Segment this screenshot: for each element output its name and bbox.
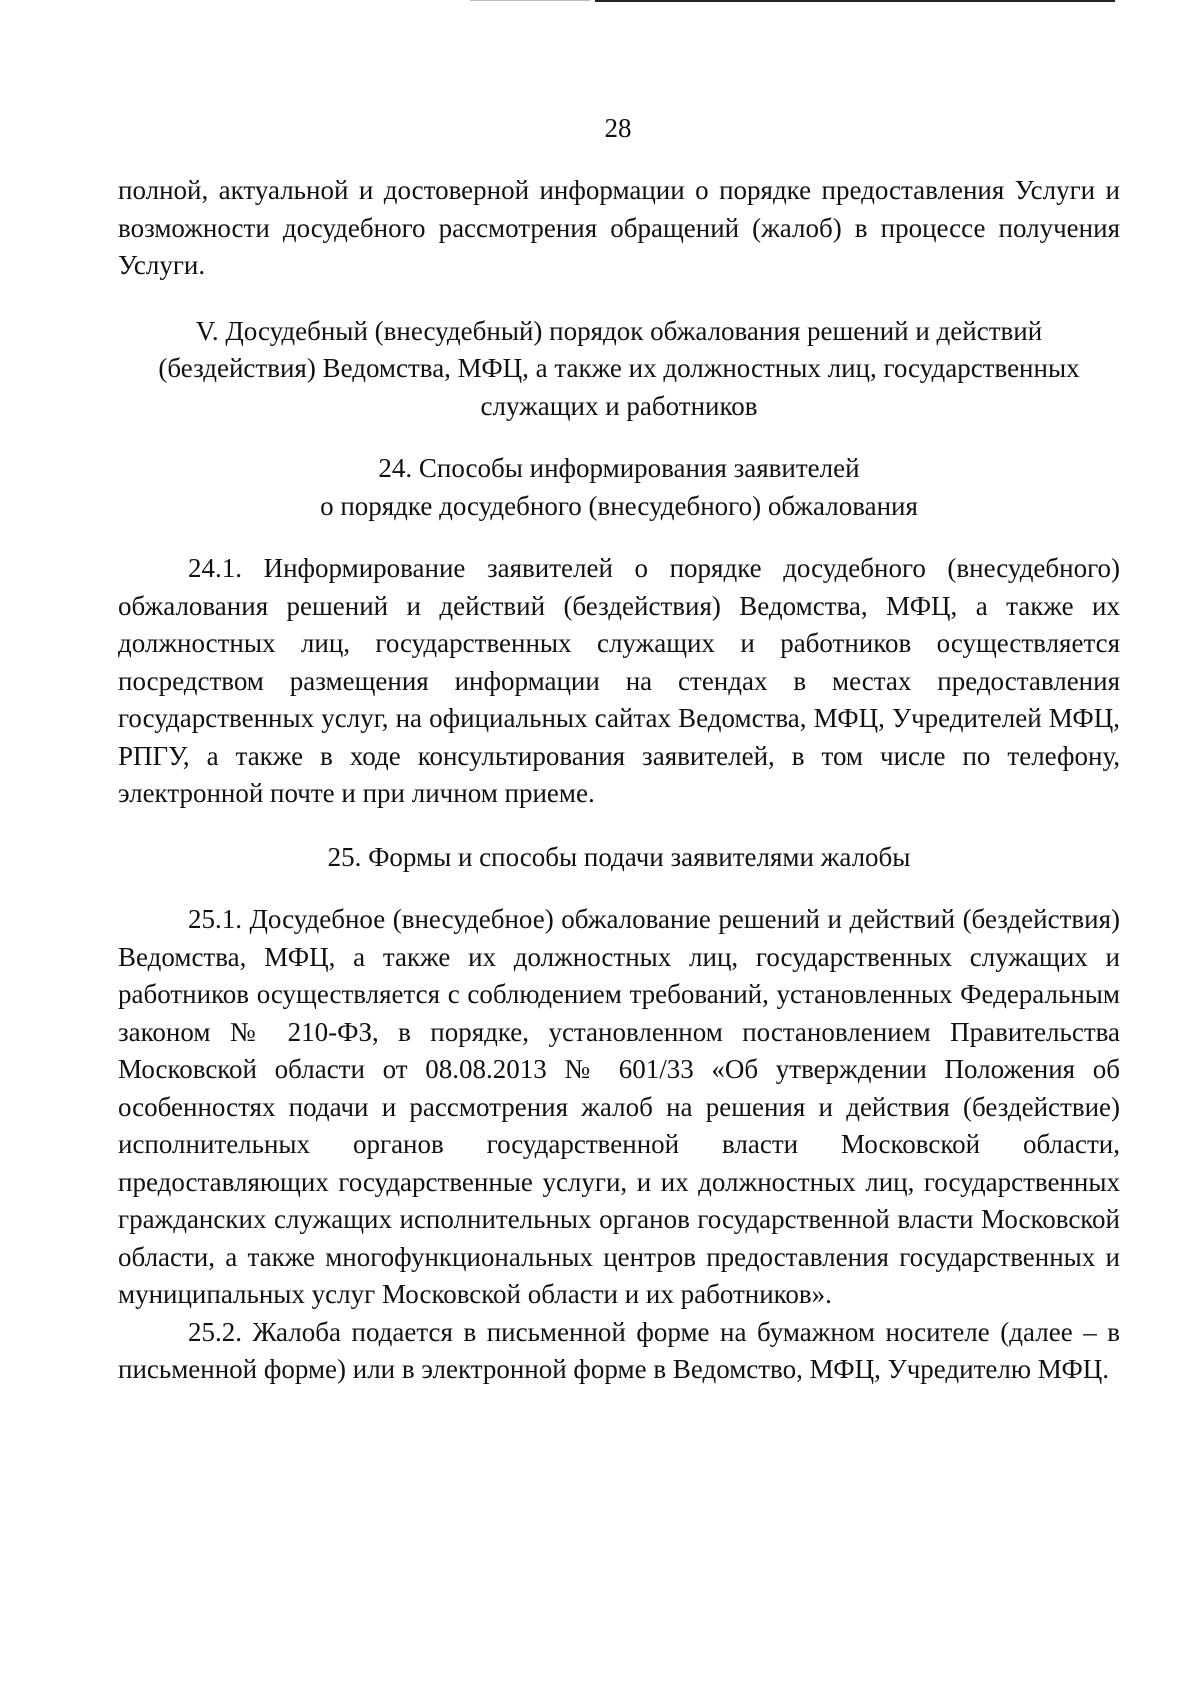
page-number: 28 [604, 113, 632, 143]
top-border-line [595, 0, 1115, 2]
scan-edge-mark [470, 0, 590, 1]
section-v-heading-line-1: V. Досудебный (внесудебный) порядок обжалования решений и действий [195, 315, 1043, 346]
document-body [118, 172, 1120, 1389]
section-v-heading-line-3: служащих и работников [480, 390, 758, 421]
section-24-heading-line-2: о порядке досудебного (внесудебного) обжалования [320, 490, 918, 521]
paragraph-25-1: 25.1. Досудебное (внесудебное) обжалование решений и действий (бездействия) Ведомства, МФЦ, а также их должностных лиц, государственных служащих и работников осуществляется с соблюдением требований, установленных Федеральным законом № 210-ФЗ, в порядке, установленном постановлением Правительства Московской области от 08.08.2013 № 601/33 «Об утверждении Положения об особенностях подачи и рассмотрения жалоб на решения и действия (бездействие) исполнительных органов государственной власти Московской области, предоставляющих государственные услуги, и их должностных лиц, государственных гражданских служащих исполнительных органов государственной власти Московской области, а также многофункциональных центров предоставления государственных и муниципальных услуг Московской области и их работников». [118, 904, 1120, 1309]
section-v-heading [118, 313, 1120, 426]
paragraph-24-1: 24.1. Информирование заявителей о порядке досудебного (внесудебного) обжалования решений и действий (бездействия) Ведомства, МФЦ, а также их должностных лиц, государственных служащих и работников осуществляется посредством размещения информации на стендах в местах предоставления государственных услуг, на официальных сайтах Ведомства, МФЦ, Учредителей МФЦ, РПГУ, а также в ходе консультирования заявителей, в том числе по телефону, электронной почте и при личном приеме. [118, 553, 1120, 808]
section-v-heading-line-2: (бездействия) Ведомства, МФЦ, а также их должностных лиц, государственных [158, 353, 1080, 383]
intro-paragraph: полной, актуальной и достоверной информации о порядке предоставления Услуги и возможности досудебного рассмотрения обращений (жалоб) в процессе получения Услуги. [118, 175, 1120, 280]
section-24-heading [118, 450, 1120, 525]
paragraph-25-2: 25.2. Жалоба подается в письменной форме на бумажном носителе (далее – в письменной форме) или в электронной форме в Ведомство, МФЦ, Учредителю МФЦ. [118, 1316, 1120, 1384]
section-25-heading: 25. Формы и способы подачи заявителями жалобы [327, 841, 911, 872]
section-24-heading-line-1: 24. Способы информирования заявителей [378, 453, 860, 483]
